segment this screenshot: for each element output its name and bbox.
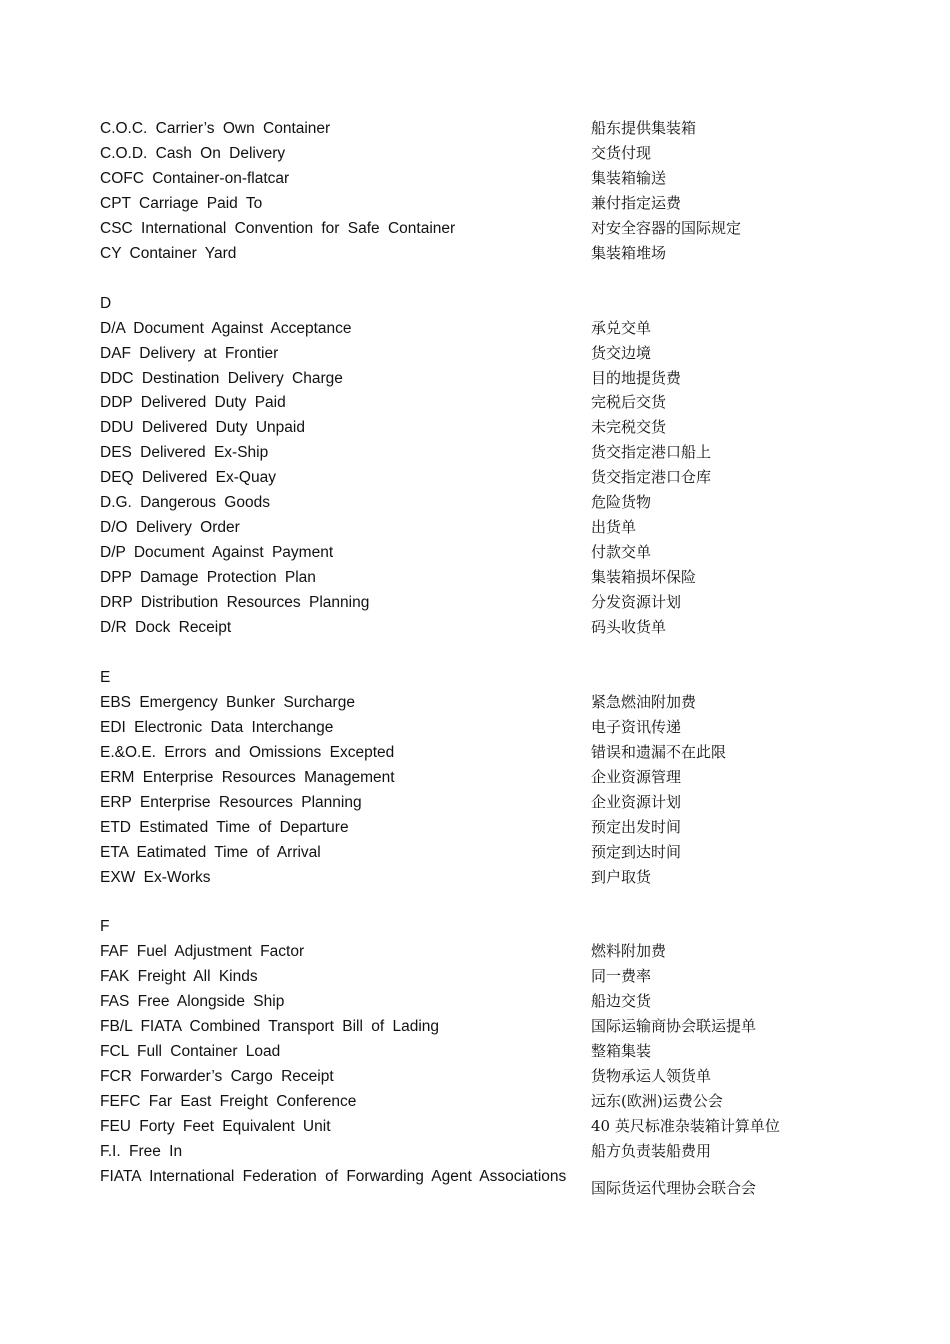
term-chinese: 电子资讯传递 [591,717,682,736]
term-chinese: 预定到达时间 [591,842,682,861]
term-chinese: 集装箱损坏保险 [591,568,697,587]
glossary-entry [0,1039,950,1064]
glossary-entry [0,690,950,715]
glossary-entry [0,740,950,765]
glossary-entry [0,241,950,266]
glossary-entry [0,1064,950,1089]
term-english: DPP Damage Protection Plan [100,569,316,587]
glossary-entry [0,964,950,989]
glossary-entry [0,1164,950,1197]
glossary-entry [0,166,950,191]
term-english: ERM Enterprise Resources Management [100,768,395,786]
term-english: FEFC Far East Freight Conference [100,1093,357,1111]
term-chinese: 集装箱输送 [591,168,667,187]
term-english: C.O.C. Carrier’s Own Container [100,120,331,137]
term-english: CPT Carriage Paid To [100,194,263,212]
term-english: FCR Forwarder’s Cargo Receipt [100,1068,334,1086]
glossary-entry [0,765,950,790]
term-chinese: 集装箱堆场 [591,243,667,262]
glossary-entry [0,465,950,490]
glossary-entry [0,341,950,366]
term-chinese: 到户取货 [591,867,652,886]
term-english: D/A Document Against Acceptance [100,319,352,337]
term-english: EDI Electronic Data Interchange [100,718,334,736]
term-english: FIATA International Federation of Forwarding Agent Associations [100,1167,567,1185]
section-letter: E [100,668,111,686]
term-english: DES Delivered Ex-Ship [100,444,269,462]
term-english: ETD Estimated Time of Departure [100,818,349,836]
term-english: D/P Document Against Payment [100,544,334,562]
glossary-entry [0,141,950,166]
term-english: EXW Ex-Works [100,868,211,886]
glossary-entry [0,390,950,415]
glossary-entry [0,116,950,141]
term-chinese: 国际货运代理协会联合会 [591,1178,757,1197]
term-english: CSC International Convention for Safe Container [100,219,456,237]
term-english: CY Container Yard [100,244,237,262]
section-letter: F [100,918,110,936]
glossary-entry [0,1089,950,1114]
term-chinese: 分发资源计划 [591,593,682,612]
term-chinese: 40 英尺标准杂装箱计算单位 [591,1117,780,1135]
term-chinese: 出货单 [591,518,637,537]
term-chinese: 远东(欧洲)运费公会 [591,1092,723,1111]
term-chinese: 燃料附加费 [591,942,667,961]
glossary-entry [0,540,950,565]
term-english: DRP Distribution Resources Planning [100,594,370,612]
glossary-entry [0,415,950,440]
glossary-entry [0,1139,950,1164]
term-chinese: 货物承运人领货单 [591,1067,712,1086]
glossary-entry [0,615,950,640]
term-chinese: 未完税交货 [591,418,667,437]
term-english: DEQ Delivered Ex-Quay [100,469,276,487]
term-chinese: 船东提供集装箱 [591,119,697,137]
term-chinese: 承兑交单 [591,318,652,337]
term-chinese: 完税后交货 [591,393,667,412]
glossary-entry [0,515,950,540]
term-english: D/R Dock Receipt [100,619,232,636]
glossary-entry [0,366,950,391]
term-english: DAF Delivery at Frontier [100,344,279,362]
term-chinese: 对安全容器的国际规定 [591,218,742,237]
glossary-entry [0,316,950,341]
glossary-entry [0,790,950,815]
term-chinese: 企业资源管理 [591,767,682,786]
glossary-entry [0,565,950,590]
glossary-entry [0,840,950,865]
term-english: FAF Fuel Adjustment Factor [100,943,305,961]
term-chinese: 危险货物 [591,493,652,512]
term-chinese: 货交边境 [591,343,652,362]
term-english: FAS Free Alongside Ship [100,993,285,1011]
term-chinese: 整箱集装 [591,1042,652,1061]
glossary-entry [0,939,950,964]
term-chinese: 目的地提货费 [591,368,682,387]
term-chinese: 船边交货 [591,992,652,1011]
term-english: DDP Delivered Duty Paid [100,394,286,412]
term-chinese: 交货付现 [591,143,652,162]
term-english: ERP Enterprise Resources Planning [100,793,362,811]
glossary-entry [0,865,950,890]
glossary-entry [0,815,950,840]
term-chinese: 货交指定港口船上 [591,443,712,462]
term-english: DDC Destination Delivery Charge [100,369,343,387]
glossary-entry [0,191,950,216]
term-chinese: 同一费率 [591,967,652,986]
term-chinese: 国际运输商协会联运提单 [591,1017,757,1036]
term-english: D/O Delivery Order [100,519,240,537]
term-chinese: 紧急燃油附加费 [591,692,697,711]
term-chinese: 货交指定港口仓库 [591,468,712,487]
term-chinese: 企业资源计划 [591,792,682,811]
term-english: C.O.D. Cash On Delivery [100,144,286,162]
glossary-entry [0,989,950,1014]
glossary-entry [0,715,950,740]
glossary-entry [0,216,950,241]
glossary-entry [0,1014,950,1039]
term-english: E.&O.E. Errors and Omissions Excepted [100,743,395,761]
glossary-entry [0,440,950,465]
glossary-entry [0,590,950,615]
term-english: COFC Container-on-flatcar [100,169,290,187]
term-english: FAK Freight All Kinds [100,968,258,986]
term-english: FCL Full Container Load [100,1043,281,1061]
term-english: FB/L FIATA Combined Transport Bill of Lading [100,1018,440,1036]
term-chinese: 船方负责装船费用 [591,1141,712,1160]
term-english: D.G. Dangerous Goods [100,494,270,512]
term-chinese: 错误和遗漏不在此限 [591,742,727,761]
term-chinese: 兼付指定运费 [591,193,682,212]
term-english: FEU Forty Feet Equivalent Unit [100,1118,331,1135]
term-english: DDU Delivered Duty Unpaid [100,419,305,437]
term-chinese: 预定出发时间 [591,817,682,836]
term-english: ETA Eatimated Time of Arrival [100,843,321,861]
term-chinese: 付款交单 [591,543,652,562]
glossary-entry [0,1114,950,1139]
glossary-entry [0,490,950,515]
section-letter: D [100,294,112,312]
term-english: EBS Emergency Bunker Surcharge [100,693,355,711]
term-english: F.I. Free In [100,1142,183,1160]
term-chinese: 码头收货单 [591,618,667,636]
